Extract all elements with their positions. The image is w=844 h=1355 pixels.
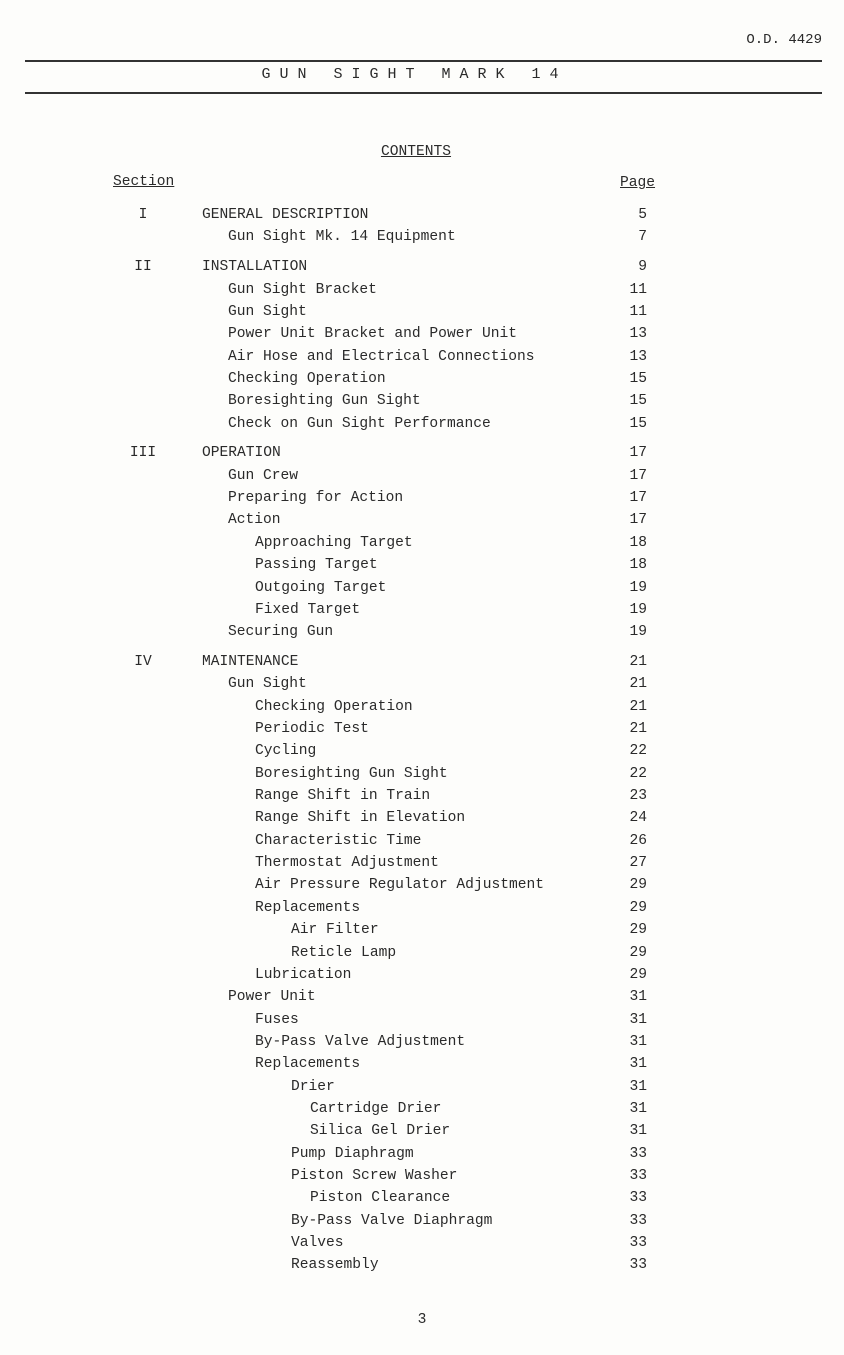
toc-entry — [0, 942, 844, 964]
toc-entry — [0, 852, 844, 874]
entry-title: Gun Sight Mk. 14 Equipment — [228, 229, 456, 246]
entry-title: Boresighting Gun Sight — [255, 765, 448, 782]
entry-title: Securing Gun — [228, 624, 334, 641]
section-column-header: Section — [113, 174, 175, 190]
entry-page: 31 — [629, 989, 647, 1006]
toc-entry — [0, 897, 844, 919]
entry-page: 13 — [629, 348, 647, 365]
entry-title: Checking Operation — [228, 370, 386, 387]
toc-entry — [0, 718, 844, 740]
toc-entry — [0, 1143, 844, 1165]
section-number: IV — [134, 654, 152, 671]
toc-entry — [0, 785, 844, 807]
toc-entry — [0, 413, 844, 435]
toc-entry — [0, 740, 844, 762]
entry-page: 15 — [629, 370, 647, 387]
toc-entry — [0, 673, 844, 695]
toc-entry — [0, 279, 844, 301]
toc-entry — [0, 1254, 844, 1276]
toc-section-row — [0, 442, 844, 464]
entry-title: GENERAL DESCRIPTION — [202, 207, 369, 223]
section-number: II — [134, 259, 152, 276]
toc-entry — [0, 1232, 844, 1254]
entry-title: Cycling — [255, 743, 317, 760]
entry-page: 21 — [629, 721, 647, 738]
entry-page: 33 — [629, 1190, 647, 1207]
toc-entry — [0, 1187, 844, 1209]
entry-page: 24 — [629, 810, 647, 827]
entry-title: Range Shift in Train — [255, 788, 431, 805]
entry-page: 22 — [629, 743, 647, 760]
toc-entry — [0, 763, 844, 785]
entry-page: 9 — [638, 259, 647, 276]
entry-title: Characteristic Time — [255, 832, 422, 849]
entry-title: Lubrication — [255, 966, 352, 983]
entry-page: 27 — [629, 855, 647, 872]
entry-page: 29 — [629, 944, 647, 961]
entry-title: Replacements — [255, 1056, 361, 1073]
entry-page: 26 — [629, 832, 647, 849]
entry-title: Periodic Test — [255, 721, 369, 738]
entry-title: Air Filter — [291, 922, 379, 939]
entry-title: By-Pass Valve Adjustment — [255, 1033, 466, 1050]
entry-page: 19 — [629, 579, 647, 596]
entry-title: Preparing for Action — [228, 490, 404, 507]
entry-page: 33 — [629, 1212, 647, 1229]
entry-page: 29 — [629, 899, 647, 916]
entry-title: Range Shift in Elevation — [255, 810, 466, 827]
entry-page: 7 — [638, 229, 647, 246]
toc-entry — [0, 368, 844, 390]
entry-page: 29 — [629, 877, 647, 894]
toc-entry — [0, 1053, 844, 1075]
entry-title: OPERATION — [202, 445, 281, 462]
toc-entry — [0, 599, 844, 621]
section-number: I — [138, 207, 148, 223]
toc-entry — [0, 696, 844, 718]
entry-title: Power Unit — [228, 989, 316, 1006]
entry-page: 19 — [629, 624, 647, 641]
toc-entry — [0, 1210, 844, 1232]
entry-title: Boresighting Gun Sight — [228, 393, 421, 410]
toc-entry — [0, 226, 844, 248]
entry-title: MAINTENANCE — [202, 654, 299, 671]
entry-title: Valves — [291, 1234, 344, 1251]
entry-page: 11 — [629, 303, 647, 320]
entry-page: 18 — [629, 557, 647, 574]
entry-page: 18 — [629, 534, 647, 551]
entry-page: 21 — [629, 654, 647, 671]
entry-page: 31 — [629, 1011, 647, 1028]
entry-page: 29 — [629, 922, 647, 939]
entry-page: 31 — [629, 1123, 647, 1140]
entry-page: 13 — [629, 326, 647, 343]
entry-page: 21 — [629, 698, 647, 715]
toc-entry — [0, 487, 844, 509]
entry-page: 15 — [629, 393, 647, 410]
entry-title: Approaching Target — [255, 534, 413, 551]
entry-title: Fuses — [255, 1011, 299, 1028]
toc-section-row — [0, 204, 844, 226]
contents-heading: CONTENTS — [380, 144, 452, 160]
entry-title: Passing Target — [255, 557, 378, 574]
page-column-header: Page — [620, 175, 656, 191]
entry-page: 23 — [629, 788, 647, 805]
toc-entry — [0, 577, 844, 599]
entry-title: Cartridge Drier — [310, 1100, 442, 1117]
toc-entry — [0, 554, 844, 576]
page-number: 3 — [417, 1312, 427, 1328]
entry-title: Outgoing Target — [255, 579, 387, 596]
entry-title: Gun Crew — [228, 467, 299, 484]
entry-title: Reticle Lamp — [291, 944, 397, 961]
entry-title: Drier — [291, 1078, 335, 1095]
entry-page: 33 — [629, 1234, 647, 1251]
entry-title: Air Pressure Regulator Adjustment — [255, 877, 545, 894]
entry-title: INSTALLATION — [202, 259, 308, 276]
entry-page: 17 — [629, 467, 647, 484]
entry-page: 19 — [629, 601, 647, 618]
entry-title: Air Hose and Electrical Connections — [228, 348, 535, 365]
entry-title: Action — [228, 512, 281, 529]
entry-page: 31 — [629, 1078, 647, 1095]
entry-title: Fixed Target — [255, 601, 361, 618]
toc-section-row — [0, 651, 844, 673]
entry-title: Gun Sight Bracket — [228, 281, 377, 298]
toc-entry — [0, 986, 844, 1008]
toc-entry — [0, 390, 844, 412]
toc-entry — [0, 1120, 844, 1142]
toc-entry — [0, 1165, 844, 1187]
entry-title: Piston Clearance — [310, 1190, 451, 1207]
entry-title: Check on Gun Sight Performance — [228, 415, 491, 432]
document-number: O.D. 4429 — [746, 32, 822, 48]
entry-page: 33 — [629, 1257, 647, 1274]
entry-page: 21 — [629, 676, 647, 693]
toc-entry — [0, 532, 844, 554]
entry-title: Gun Sight — [228, 676, 307, 693]
entry-page: 22 — [629, 765, 647, 782]
toc-entry — [0, 465, 844, 487]
entry-page: 17 — [629, 445, 647, 462]
toc-entry — [0, 807, 844, 829]
toc-entry — [0, 919, 844, 941]
entry-page: 31 — [629, 1033, 647, 1050]
entry-title: Pump Diaphragm — [291, 1145, 414, 1162]
entry-title: Gun Sight — [228, 303, 307, 320]
toc-entry — [0, 323, 844, 345]
entry-page: 31 — [629, 1100, 647, 1117]
entry-page: 17 — [629, 512, 647, 529]
entry-page: 33 — [629, 1167, 647, 1184]
toc-entry — [0, 1009, 844, 1031]
entry-title: By-Pass Valve Diaphragm — [291, 1212, 493, 1229]
entry-page: 33 — [629, 1145, 647, 1162]
toc-entry — [0, 1031, 844, 1053]
header-rule-top — [25, 60, 822, 62]
toc-entry — [0, 1098, 844, 1120]
entry-page: 5 — [638, 207, 647, 223]
header-rule-bottom — [25, 92, 822, 94]
entry-title: Checking Operation — [255, 698, 413, 715]
toc-entry — [0, 346, 844, 368]
entry-page: 29 — [629, 966, 647, 983]
section-number: III — [129, 445, 157, 462]
document-title: G U N S I G H T M A R K 1 4 — [261, 66, 559, 83]
entry-title: Silica Gel Drier — [310, 1123, 451, 1140]
toc-entry — [0, 1076, 844, 1098]
entry-page: 11 — [629, 281, 647, 298]
toc-entry — [0, 621, 844, 643]
entry-title: Power Unit Bracket and Power Unit — [228, 326, 518, 343]
table-of-contents — [0, 204, 844, 1277]
toc-entry — [0, 964, 844, 986]
toc-section-row — [0, 256, 844, 278]
entry-title: Reassembly — [291, 1257, 379, 1274]
entry-page: 15 — [629, 415, 647, 432]
toc-entry — [0, 301, 844, 323]
toc-entry — [0, 874, 844, 896]
toc-entry — [0, 830, 844, 852]
toc-entry — [0, 509, 844, 531]
entry-title: Thermostat Adjustment — [255, 855, 439, 872]
entry-title: Replacements — [255, 899, 361, 916]
entry-page: 17 — [629, 490, 647, 507]
entry-title: Piston Screw Washer — [291, 1167, 458, 1184]
entry-page: 31 — [629, 1056, 647, 1073]
